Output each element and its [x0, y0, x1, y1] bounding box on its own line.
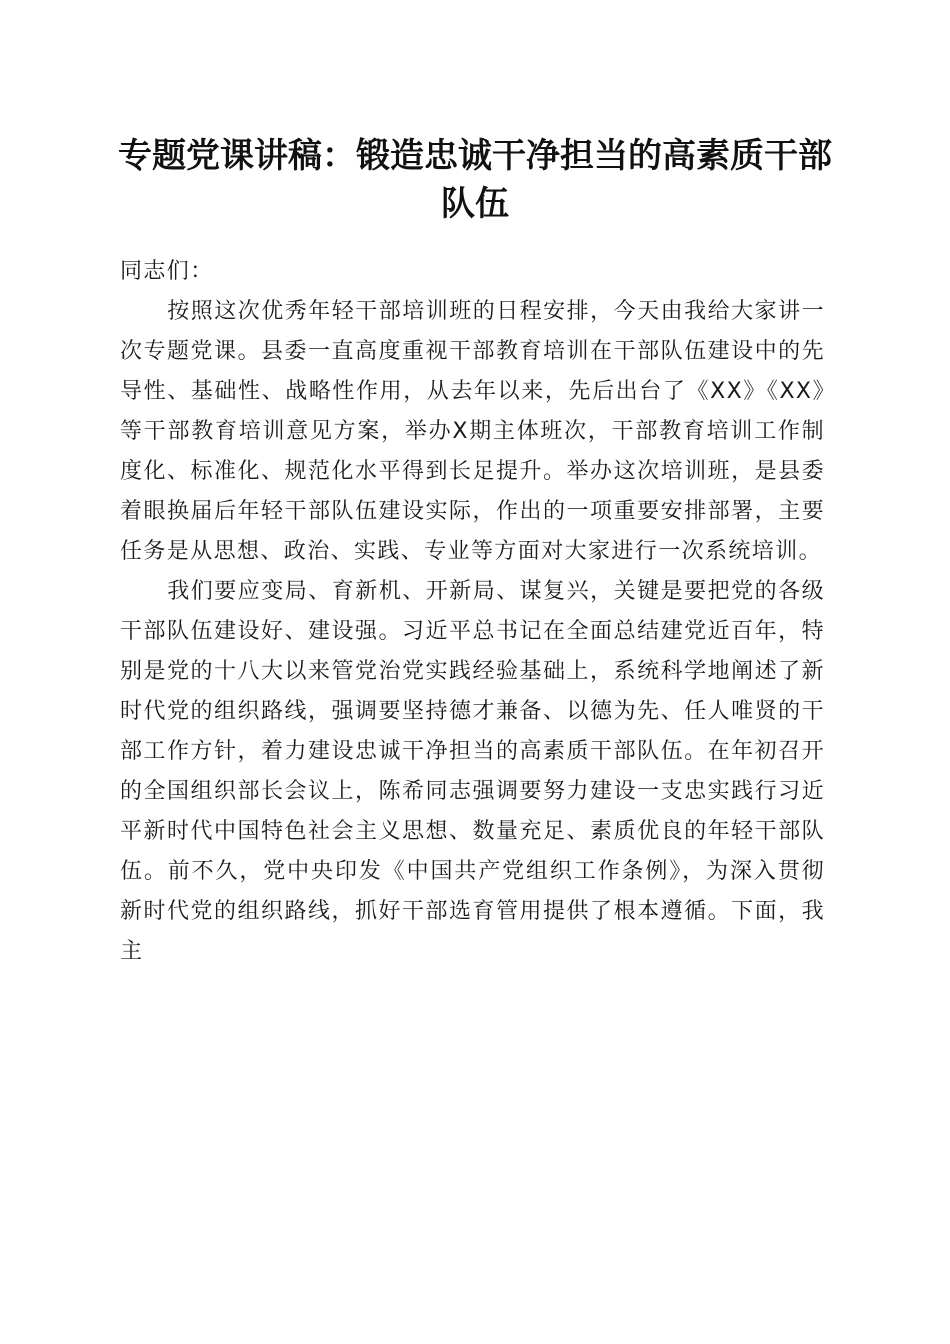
salutation: 同志们：: [120, 259, 214, 284]
document-body: [120, 252, 825, 972]
document-title: 专题党课讲稿：锻造忠诚干净担当的高素质干部队伍: [118, 136, 832, 224]
paragraph: 按照这次优秀年轻干部培训班的日程安排，今天由我给大家讲一次专题党课。县委一直高度重视干部教育培训在干部队伍建设中的先导性、基础性、战略性作用，从去年以来，先后出台了《XX》《XX》等干部教育培训意见方案，举办X期主体班次，干部教育培训工作制度化、标准化、规范化水平得到长足提升。举办这次培训班，是县委着眼换届后年轻干部队伍建设实际，作出的一项重要安排部署，主要任务是从思想、政治、实践、专业等方面对大家进行一次系统培训。: [120, 299, 825, 564]
paragraph: 我们要应变局、育新机、开新局、谋复兴，关键是要把党的各级干部队伍建设好、建设强。习近平总书记在全面总结建党近百年，特别是党的十八大以来管党治党实践经验基础上，系统科学地阐述了新时代党的组织路线，强调要坚持德才兼备、以德为先、任人唯贤的干部工作方针，着力建设忠诚干净担当的高素质干部队伍。在年初召开的全国组织部长会议上，陈希同志强调要努力建设一支忠实践行习近平新时代中国特色社会主义思想、数量充足、素质优良的年轻干部队伍。前不久，党中央印发《中国共产党组织工作条例》，为深入贯彻新时代党的组织路线，抓好干部选育管用提供了根本遵循。下面，我主: [120, 579, 825, 964]
